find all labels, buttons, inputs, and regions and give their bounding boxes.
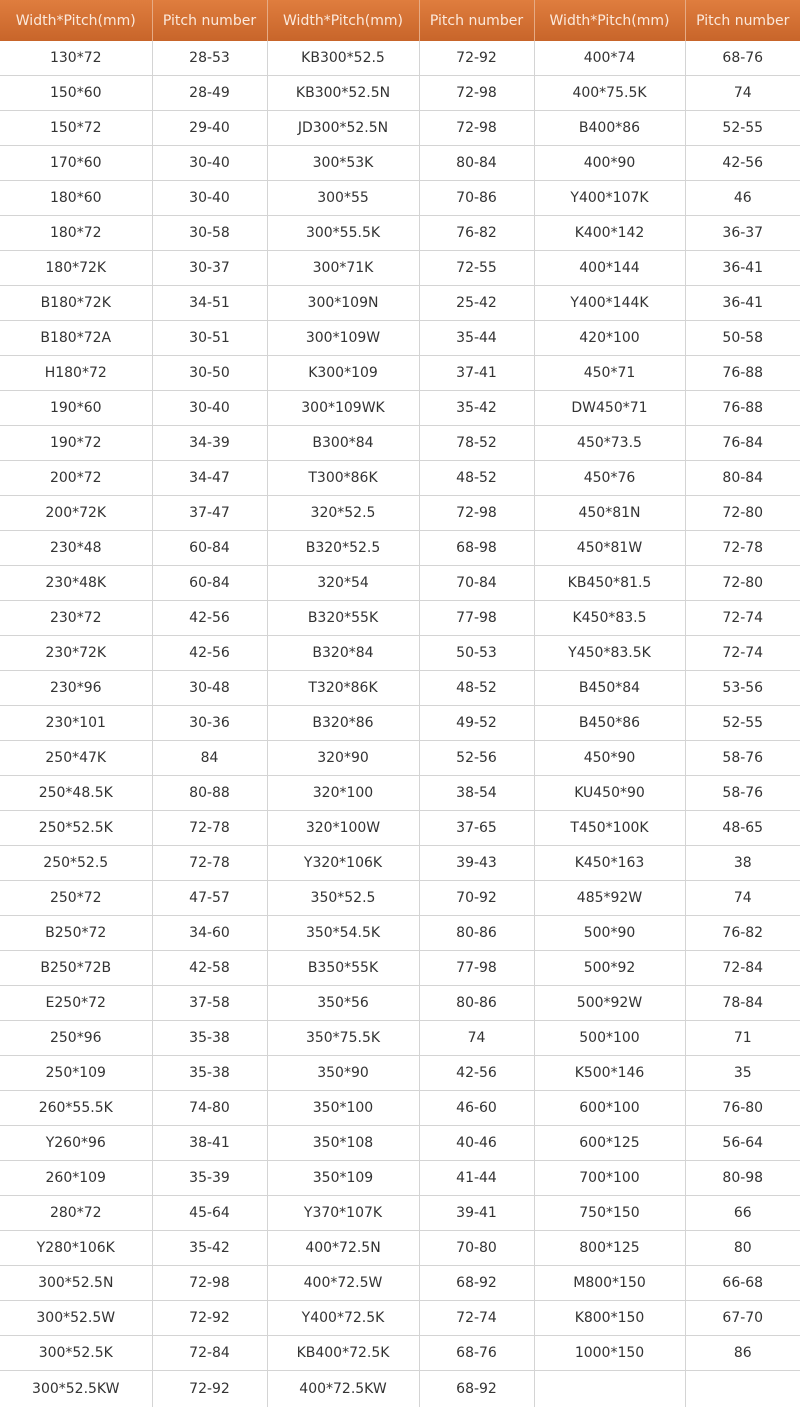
width-pitch-cell: 750*150 [534, 1196, 685, 1231]
table-row [0, 916, 800, 951]
width-pitch-cell: 230*101 [0, 706, 152, 741]
width-pitch-cell: 600*100 [534, 1091, 685, 1126]
pitch-number-cell: 74 [419, 1021, 534, 1056]
pitch-number-cell: 68-92 [419, 1266, 534, 1301]
pitch-number-cell: 78-52 [419, 426, 534, 461]
pitch-number-cell: 72-74 [419, 1301, 534, 1336]
header-pitch-number-1: Pitch number [152, 0, 267, 41]
width-pitch-cell: 190*60 [0, 391, 152, 426]
width-pitch-cell: T320*86K [267, 671, 419, 706]
pitch-number-cell: 76-88 [685, 391, 800, 426]
pitch-number-cell: 74 [685, 881, 800, 916]
pitch-number-cell: 72-78 [685, 531, 800, 566]
width-pitch-cell: B250*72B [0, 951, 152, 986]
pitch-number-cell: 34-47 [152, 461, 267, 496]
width-pitch-cell: 320*90 [267, 741, 419, 776]
pitch-number-cell: 80-84 [419, 146, 534, 181]
table-row [0, 461, 800, 496]
pitch-number-cell: 72-84 [152, 1336, 267, 1371]
pitch-number-cell: 68-76 [685, 41, 800, 76]
width-pitch-cell: 500*92 [534, 951, 685, 986]
width-pitch-cell: 180*60 [0, 181, 152, 216]
pitch-number-cell: 25-42 [419, 286, 534, 321]
width-pitch-cell: B320*84 [267, 636, 419, 671]
table-row [0, 1056, 800, 1091]
table-row [0, 426, 800, 461]
width-pitch-cell: B350*55K [267, 951, 419, 986]
width-pitch-cell: T300*86K [267, 461, 419, 496]
table-row [0, 1371, 800, 1408]
width-pitch-cell: 400*72.5KW [267, 1371, 419, 1408]
width-pitch-cell: 350*100 [267, 1091, 419, 1126]
width-pitch-cell: 600*125 [534, 1126, 685, 1161]
table-row [0, 1266, 800, 1301]
width-pitch-cell: 350*108 [267, 1126, 419, 1161]
pitch-number-cell: 35-39 [152, 1161, 267, 1196]
pitch-number-cell: 30-50 [152, 356, 267, 391]
width-pitch-cell: 800*125 [534, 1231, 685, 1266]
width-pitch-cell: 260*55.5K [0, 1091, 152, 1126]
pitch-number-cell: 72-98 [419, 111, 534, 146]
pitch-number-cell: 35-42 [152, 1231, 267, 1266]
header-pitch-number-2: Pitch number [419, 0, 534, 41]
pitch-number-cell: 38-54 [419, 776, 534, 811]
table-row [0, 1126, 800, 1161]
width-pitch-cell: 300*55.5K [267, 216, 419, 251]
width-pitch-cell: 190*72 [0, 426, 152, 461]
width-pitch-cell: B250*72 [0, 916, 152, 951]
width-pitch-cell: Y320*106K [267, 846, 419, 881]
pitch-number-cell: 41-44 [419, 1161, 534, 1196]
width-pitch-cell: 260*109 [0, 1161, 152, 1196]
width-pitch-cell: 400*90 [534, 146, 685, 181]
table-row [0, 636, 800, 671]
width-pitch-cell: 320*100W [267, 811, 419, 846]
pitch-number-cell: 35-38 [152, 1056, 267, 1091]
width-pitch-cell: 300*52.5KW [0, 1371, 152, 1408]
pitch-number-cell: 53-56 [685, 671, 800, 706]
pitch-number-cell: 60-84 [152, 566, 267, 601]
pitch-number-cell: 52-55 [685, 111, 800, 146]
width-pitch-cell: 230*48 [0, 531, 152, 566]
table-row [0, 1091, 800, 1126]
pitch-number-cell: 42-56 [152, 636, 267, 671]
pitch-number-cell: 60-84 [152, 531, 267, 566]
width-pitch-cell: 150*72 [0, 111, 152, 146]
width-pitch-cell: Y400*72.5K [267, 1301, 419, 1336]
pitch-number-cell: 84 [152, 741, 267, 776]
width-pitch-cell: B320*52.5 [267, 531, 419, 566]
width-pitch-cell: 300*109WK [267, 391, 419, 426]
pitch-number-cell: 80 [685, 1231, 800, 1266]
width-pitch-cell: KB450*81.5 [534, 566, 685, 601]
width-pitch-cell: 400*72.5W [267, 1266, 419, 1301]
table-row [0, 111, 800, 146]
width-pitch-cell: 1000*150 [534, 1336, 685, 1371]
table-row [0, 146, 800, 181]
pitch-number-cell: 38 [685, 846, 800, 881]
pitch-number-cell: 52-56 [419, 741, 534, 776]
pitch-number-cell: 74 [685, 76, 800, 111]
header-width-pitch-2: Width*Pitch(mm) [267, 0, 419, 41]
pitch-number-cell: 37-58 [152, 986, 267, 1021]
table-row [0, 286, 800, 321]
pitch-number-cell: 67-70 [685, 1301, 800, 1336]
width-pitch-cell: H180*72 [0, 356, 152, 391]
width-pitch-cell: K500*146 [534, 1056, 685, 1091]
pitch-number-cell: 34-39 [152, 426, 267, 461]
pitch-number-cell: 50-53 [419, 636, 534, 671]
pitch-number-cell: 50-58 [685, 321, 800, 356]
table-row [0, 251, 800, 286]
pitch-number-cell: 78-84 [685, 986, 800, 1021]
width-pitch-cell: 320*100 [267, 776, 419, 811]
table-row [0, 76, 800, 111]
table-row [0, 741, 800, 776]
pitch-number-cell: 72-98 [419, 496, 534, 531]
pitch-number-cell: 70-80 [419, 1231, 534, 1266]
pitch-number-cell: 35-38 [152, 1021, 267, 1056]
width-pitch-cell: 350*54.5K [267, 916, 419, 951]
pitch-number-cell [685, 1371, 800, 1408]
width-pitch-cell: K400*142 [534, 216, 685, 251]
pitch-number-cell: 72-98 [152, 1266, 267, 1301]
pitch-number-cell: 80-86 [419, 916, 534, 951]
width-pitch-cell: B320*86 [267, 706, 419, 741]
width-pitch-cell: 230*72 [0, 601, 152, 636]
width-pitch-cell: 450*81N [534, 496, 685, 531]
width-pitch-cell: 200*72 [0, 461, 152, 496]
pitch-number-cell: 72-92 [152, 1301, 267, 1336]
pitch-number-cell: 38-41 [152, 1126, 267, 1161]
table-row [0, 671, 800, 706]
pitch-number-cell: 48-52 [419, 461, 534, 496]
width-pitch-cell: 300*109W [267, 321, 419, 356]
width-pitch-cell: 320*54 [267, 566, 419, 601]
pitch-number-cell: 40-46 [419, 1126, 534, 1161]
width-pitch-cell: 250*52.5 [0, 846, 152, 881]
width-pitch-cell: 450*81W [534, 531, 685, 566]
pitch-number-cell: 68-76 [419, 1336, 534, 1371]
pitch-number-cell: 77-98 [419, 601, 534, 636]
width-pitch-cell [534, 1371, 685, 1408]
width-pitch-cell: T450*100K [534, 811, 685, 846]
table-row [0, 951, 800, 986]
pitch-number-cell: 72-78 [152, 811, 267, 846]
pitch-number-cell: 72-74 [685, 636, 800, 671]
pitch-number-cell: 37-47 [152, 496, 267, 531]
pitch-number-cell: 76-82 [685, 916, 800, 951]
pitch-number-cell: 47-57 [152, 881, 267, 916]
pitch-number-cell: 68-92 [419, 1371, 534, 1408]
pitch-number-cell: 42-56 [419, 1056, 534, 1091]
table-header [0, 0, 800, 41]
width-pitch-cell: 700*100 [534, 1161, 685, 1196]
pitch-number-cell: 80-98 [685, 1161, 800, 1196]
width-pitch-cell: 230*72K [0, 636, 152, 671]
pitch-number-cell: 34-51 [152, 286, 267, 321]
table-row [0, 321, 800, 356]
width-pitch-cell: B450*86 [534, 706, 685, 741]
width-pitch-cell: 500*100 [534, 1021, 685, 1056]
table-row [0, 391, 800, 426]
width-pitch-cell: K800*150 [534, 1301, 685, 1336]
pitch-number-cell: 72-98 [419, 76, 534, 111]
width-pitch-cell: K300*109 [267, 356, 419, 391]
width-pitch-cell: B180*72A [0, 321, 152, 356]
pitch-number-cell: 70-86 [419, 181, 534, 216]
pitch-number-cell: 29-40 [152, 111, 267, 146]
width-pitch-cell: JD300*52.5N [267, 111, 419, 146]
table-row [0, 216, 800, 251]
pitch-number-cell: 36-41 [685, 251, 800, 286]
width-pitch-cell: 300*52.5W [0, 1301, 152, 1336]
pitch-number-cell: 56-64 [685, 1126, 800, 1161]
width-pitch-cell: KB400*72.5K [267, 1336, 419, 1371]
width-pitch-cell: 230*96 [0, 671, 152, 706]
width-pitch-cell: 130*72 [0, 41, 152, 76]
width-pitch-cell: B320*55K [267, 601, 419, 636]
pitch-number-cell: 58-76 [685, 776, 800, 811]
table-row [0, 881, 800, 916]
pitch-number-cell: 48-65 [685, 811, 800, 846]
pitch-number-cell: 35-42 [419, 391, 534, 426]
pitch-number-cell: 39-43 [419, 846, 534, 881]
pitch-number-cell: 52-55 [685, 706, 800, 741]
table-row [0, 1196, 800, 1231]
pitch-number-cell: 30-40 [152, 181, 267, 216]
table-row [0, 1021, 800, 1056]
table-row [0, 181, 800, 216]
width-pitch-cell: M800*150 [534, 1266, 685, 1301]
width-pitch-cell: Y450*83.5K [534, 636, 685, 671]
width-pitch-cell: 420*100 [534, 321, 685, 356]
header-width-pitch-3: Width*Pitch(mm) [534, 0, 685, 41]
width-pitch-cell: 250*72 [0, 881, 152, 916]
width-pitch-cell: B300*84 [267, 426, 419, 461]
width-pitch-cell: 350*52.5 [267, 881, 419, 916]
pitch-number-cell: 68-98 [419, 531, 534, 566]
width-pitch-cell: 200*72K [0, 496, 152, 531]
width-pitch-cell: 170*60 [0, 146, 152, 181]
pitch-number-cell: 72-92 [152, 1371, 267, 1408]
width-pitch-cell: 250*96 [0, 1021, 152, 1056]
pitch-number-cell: 72-84 [685, 951, 800, 986]
width-pitch-cell: 450*71 [534, 356, 685, 391]
width-pitch-cell: KU450*90 [534, 776, 685, 811]
width-pitch-cell: KB300*52.5 [267, 41, 419, 76]
pitch-number-cell: 30-58 [152, 216, 267, 251]
width-pitch-cell: 450*76 [534, 461, 685, 496]
table-row [0, 776, 800, 811]
width-pitch-cell: 350*75.5K [267, 1021, 419, 1056]
width-pitch-cell: 400*72.5N [267, 1231, 419, 1266]
width-pitch-cell: E250*72 [0, 986, 152, 1021]
pitch-number-cell: 76-88 [685, 356, 800, 391]
pitch-number-cell: 71 [685, 1021, 800, 1056]
pitch-number-cell: 77-98 [419, 951, 534, 986]
width-pitch-cell: 180*72 [0, 216, 152, 251]
width-pitch-cell: Y400*144K [534, 286, 685, 321]
table-row [0, 846, 800, 881]
pitch-number-cell: 72-80 [685, 566, 800, 601]
width-pitch-cell: 250*109 [0, 1056, 152, 1091]
width-pitch-cell: K450*83.5 [534, 601, 685, 636]
width-pitch-cell: K450*163 [534, 846, 685, 881]
width-pitch-cell: 300*52.5N [0, 1266, 152, 1301]
pitch-number-cell: 35-44 [419, 321, 534, 356]
table-row [0, 1231, 800, 1266]
width-pitch-cell: 350*109 [267, 1161, 419, 1196]
width-pitch-cell: Y370*107K [267, 1196, 419, 1231]
width-pitch-cell: 400*75.5K [534, 76, 685, 111]
pitch-number-cell: 42-56 [152, 601, 267, 636]
width-pitch-cell: 150*60 [0, 76, 152, 111]
header-width-pitch-1: Width*Pitch(mm) [0, 0, 152, 41]
width-pitch-cell: 450*90 [534, 741, 685, 776]
pitch-number-cell: 36-37 [685, 216, 800, 251]
width-pitch-cell: 400*144 [534, 251, 685, 286]
width-pitch-cell: B450*84 [534, 671, 685, 706]
width-pitch-cell: 400*74 [534, 41, 685, 76]
pitch-number-cell: 30-51 [152, 321, 267, 356]
pitch-number-cell: 74-80 [152, 1091, 267, 1126]
pitch-number-cell: 28-53 [152, 41, 267, 76]
table-row [0, 601, 800, 636]
width-pitch-cell: KB300*52.5N [267, 76, 419, 111]
pitch-number-cell: 37-41 [419, 356, 534, 391]
pitch-number-cell: 30-40 [152, 146, 267, 181]
width-pitch-cell: 250*47K [0, 741, 152, 776]
width-pitch-cell: B400*86 [534, 111, 685, 146]
table-row [0, 531, 800, 566]
pitch-number-cell: 76-84 [685, 426, 800, 461]
pitch-number-cell: 45-64 [152, 1196, 267, 1231]
pitch-number-cell: 48-52 [419, 671, 534, 706]
pitch-number-cell: 80-86 [419, 986, 534, 1021]
pitch-number-cell: 46 [685, 181, 800, 216]
width-pitch-cell: 500*90 [534, 916, 685, 951]
table-row [0, 1161, 800, 1196]
pitch-number-cell: 42-58 [152, 951, 267, 986]
pitch-number-cell: 76-80 [685, 1091, 800, 1126]
pitch-number-cell: 72-55 [419, 251, 534, 286]
pitch-number-cell: 30-40 [152, 391, 267, 426]
pitch-number-cell: 86 [685, 1336, 800, 1371]
width-pitch-cell: 300*55 [267, 181, 419, 216]
pitch-number-cell: 46-60 [419, 1091, 534, 1126]
pitch-number-cell: 66 [685, 1196, 800, 1231]
pitch-number-cell: 80-84 [685, 461, 800, 496]
pitch-number-cell: 36-41 [685, 286, 800, 321]
pitch-number-cell: 58-76 [685, 741, 800, 776]
width-pitch-cell: 300*109N [267, 286, 419, 321]
width-pitch-cell: 500*92W [534, 986, 685, 1021]
table-row [0, 566, 800, 601]
width-pitch-cell: 250*48.5K [0, 776, 152, 811]
header-row [0, 0, 800, 41]
pitch-number-cell: 34-60 [152, 916, 267, 951]
table-row [0, 496, 800, 531]
width-pitch-cell: 250*52.5K [0, 811, 152, 846]
pitch-number-cell: 39-41 [419, 1196, 534, 1231]
table-row [0, 986, 800, 1021]
pitch-number-cell: 42-56 [685, 146, 800, 181]
width-pitch-cell: 230*48K [0, 566, 152, 601]
table-row [0, 706, 800, 741]
pitch-number-cell: 70-84 [419, 566, 534, 601]
width-pitch-cell: Y280*106K [0, 1231, 152, 1266]
width-pitch-cell: B180*72K [0, 286, 152, 321]
width-pitch-cell: 350*90 [267, 1056, 419, 1091]
pitch-number-cell: 28-49 [152, 76, 267, 111]
table-row [0, 356, 800, 391]
width-pitch-cell: 320*52.5 [267, 496, 419, 531]
pitch-number-cell: 72-92 [419, 41, 534, 76]
pitch-number-cell: 72-80 [685, 496, 800, 531]
width-pitch-cell: 485*92W [534, 881, 685, 916]
width-pitch-cell: Y260*96 [0, 1126, 152, 1161]
table-body [0, 41, 800, 1407]
width-pitch-cell: 300*53K [267, 146, 419, 181]
width-pitch-cell: 350*56 [267, 986, 419, 1021]
table-row [0, 1336, 800, 1371]
pitch-number-cell: 76-82 [419, 216, 534, 251]
table-row [0, 1301, 800, 1336]
width-pitch-cell: 300*52.5K [0, 1336, 152, 1371]
pitch-number-cell: 80-88 [152, 776, 267, 811]
width-pitch-cell: 450*73.5 [534, 426, 685, 461]
pitch-number-cell: 70-92 [419, 881, 534, 916]
pitch-number-cell: 72-78 [152, 846, 267, 881]
width-pitch-cell: DW450*71 [534, 391, 685, 426]
pitch-number-cell: 30-48 [152, 671, 267, 706]
header-pitch-number-3: Pitch number [685, 0, 800, 41]
pitch-number-cell: 30-37 [152, 251, 267, 286]
pitch-number-cell: 35 [685, 1056, 800, 1091]
table-row [0, 41, 800, 76]
width-pitch-cell: 280*72 [0, 1196, 152, 1231]
width-pitch-cell: 180*72K [0, 251, 152, 286]
pitch-number-cell: 49-52 [419, 706, 534, 741]
pitch-number-cell: 30-36 [152, 706, 267, 741]
width-pitch-cell: 300*71K [267, 251, 419, 286]
pitch-number-cell: 37-65 [419, 811, 534, 846]
pitch-number-cell: 66-68 [685, 1266, 800, 1301]
table-row [0, 811, 800, 846]
pitch-number-cell: 72-74 [685, 601, 800, 636]
width-pitch-cell: Y400*107K [534, 181, 685, 216]
